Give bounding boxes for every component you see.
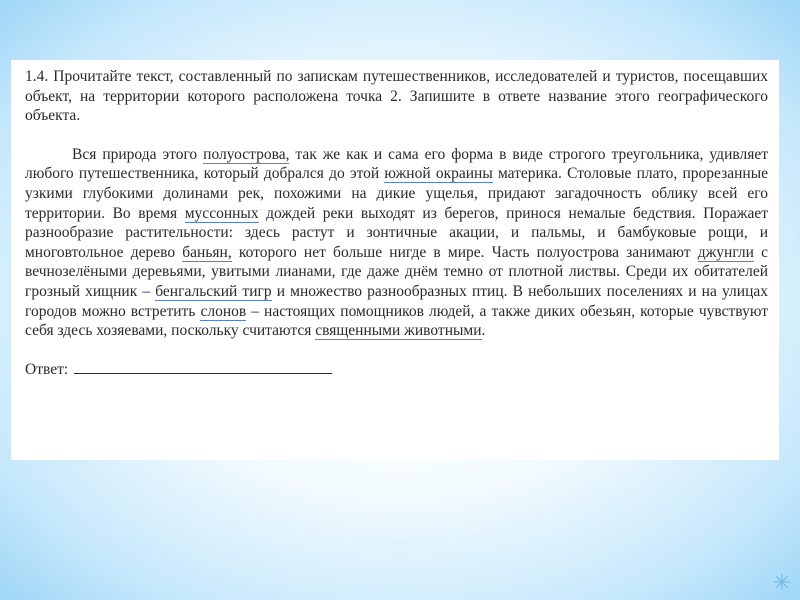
highlighted-term: южной окраины xyxy=(384,165,493,183)
task-passage xyxy=(25,145,768,341)
passage-text: материка. Столовые плато, прорезанные узкими глубокими долинами рек, похожими на дикие ущелья, придают загадочность облику всей его территории. Во время xyxy=(25,165,768,222)
task-instruction: 1.4. Прочитайте текст, составленный по запискам путешественников, исследователей и туристов, посещавших объект, на территории которого расположена точка 2. Запишите в ответе название этого географического объекта. xyxy=(25,68,768,125)
answer-field[interactable] xyxy=(74,361,332,374)
star-icon: ✳ xyxy=(772,571,792,596)
passage-text: так же как и сама его форма в виде строгого треугольника, удивляет любого путешественника, который добрался до этой xyxy=(25,145,768,183)
passage-text: дождей реки выходят из берегов, принося немалые бедствия. Поражает разнообразие растительности: здесь растут и зонтичные акации, и пальмы, и бамбуковые рощи, и многовтольное дерево xyxy=(25,204,768,261)
highlighted-term: баньян, xyxy=(182,243,232,261)
task-text xyxy=(25,67,768,379)
passage-text: . xyxy=(481,322,486,340)
highlighted-term: священными животными xyxy=(315,322,482,340)
highlighted-term: полуострова, xyxy=(203,145,290,163)
passage-text: с вечнозелёными деревьями, увитыми лианами, где даже днём темно от плотной листвы. Среди их обитателей грозный хищник – xyxy=(25,243,769,300)
passage-text: – настоящих помощников людей, а также диких обезьян, которые чувствуют себя здесь хозяевами, поскольку считаются xyxy=(25,302,768,340)
passage-text: которого нет больше нигде в мире. Часть полуострова занимают xyxy=(231,243,698,261)
highlighted-term: муссонных xyxy=(184,204,259,222)
highlighted-term: бенгальский тигр xyxy=(155,282,272,300)
answer-row xyxy=(25,360,768,380)
passage-text: и множество разнообразных птиц. В небольших поселениях и на улицах городов можно встретить xyxy=(25,282,768,320)
passage-text: Вся природа этого xyxy=(72,145,204,163)
answer-label: Ответ: xyxy=(25,360,69,378)
highlighted-term: слонов xyxy=(200,302,247,320)
task-card xyxy=(11,60,779,460)
highlighted-term: джунгли xyxy=(697,243,754,261)
